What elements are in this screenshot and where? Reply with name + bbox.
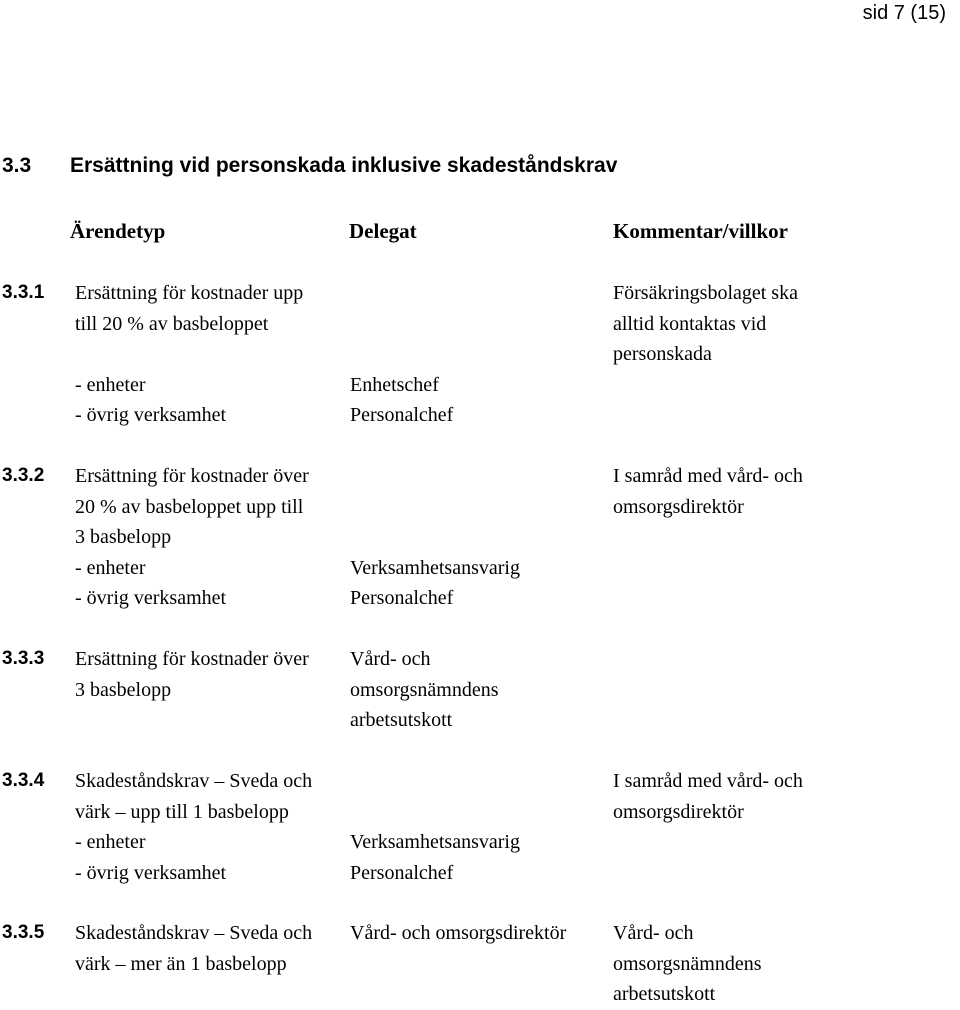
section-number: 3.3 xyxy=(2,154,32,177)
comment-line: arbetsutskott xyxy=(613,983,716,1005)
comment-line: omsorgsnämndens xyxy=(613,952,762,975)
delegate-line: Personalchef xyxy=(350,587,454,609)
case-type-line: Ersättning för kostnader över xyxy=(75,465,309,487)
delegate-line: omsorgsnämndens xyxy=(350,678,499,701)
comment-line: I samråd med vård- och xyxy=(613,465,803,487)
case-type-cell xyxy=(75,918,312,979)
comment-line: Vård- och xyxy=(613,922,694,944)
row-number: 3.3.1 xyxy=(2,282,45,303)
case-type-line: 3 basbelopp xyxy=(75,678,172,701)
delegate-line: Vård- och omsorgsdirektör xyxy=(350,922,567,944)
case-type-cell xyxy=(75,278,303,431)
delegate-line: Verksamhetsansvarig xyxy=(350,556,520,579)
case-type-line: till 20 % av basbeloppet xyxy=(75,312,269,335)
row-number: 3.3.4 xyxy=(2,770,45,791)
header-comment: Kommentar/villkor xyxy=(613,219,788,243)
header-type: Ärendetyp xyxy=(70,219,166,243)
comment-cell xyxy=(613,918,762,1010)
comment-line: alltid kontaktas vid xyxy=(613,312,767,335)
case-type-line: Ersättning för kostnader upp xyxy=(75,282,304,304)
case-type-cell xyxy=(75,766,312,888)
delegate-cell xyxy=(350,918,566,949)
delegate-line: Personalchef xyxy=(350,404,454,426)
case-type-line: - övrig verksamhet xyxy=(75,404,227,426)
delegate-line xyxy=(350,461,520,492)
comment-line: omsorgsdirektör xyxy=(613,800,744,823)
delegate-line xyxy=(350,797,520,828)
delegate-line: Personalchef xyxy=(350,861,454,884)
case-type-line: värk – mer än 1 basbelopp xyxy=(75,952,287,975)
delegate-line: Verksamhetsansvarig xyxy=(350,831,520,853)
case-type-cell xyxy=(75,644,309,705)
delegate-cell xyxy=(350,278,453,431)
case-type-line xyxy=(75,339,303,370)
delegate-cell xyxy=(350,644,499,736)
comment-cell xyxy=(613,278,798,370)
delegate-line: Enhetschef xyxy=(350,373,439,396)
delegate-line: Vård- och xyxy=(350,648,431,670)
delegate-line xyxy=(350,492,520,523)
case-type-line: 20 % av basbeloppet upp till xyxy=(75,495,304,518)
case-type-line: värk – upp till 1 basbelopp xyxy=(75,800,289,823)
row-number: 3.3.2 xyxy=(2,465,45,486)
comment-line: I samråd med vård- och xyxy=(613,770,803,792)
row-number: 3.3.3 xyxy=(2,648,45,669)
comment-line: personskada xyxy=(613,343,712,365)
delegate-line xyxy=(350,278,453,309)
delegate-cell xyxy=(350,766,520,888)
case-type-cell xyxy=(75,461,309,614)
delegate-line xyxy=(350,522,520,553)
page-number: sid 7 (15) xyxy=(862,2,946,24)
case-type-line: - enheter xyxy=(75,831,146,853)
comment-line: omsorgsdirektör xyxy=(613,495,744,518)
header-delegate: Delegat xyxy=(349,219,417,243)
section-title-text: Ersättning vid personskada inklusive skadeståndskrav xyxy=(70,154,618,177)
case-type-line: Ersättning för kostnader över xyxy=(75,648,309,670)
delegate-line xyxy=(350,766,520,797)
comment-cell xyxy=(613,766,803,827)
delegate-cell xyxy=(350,461,520,614)
case-type-line: - enheter xyxy=(75,556,146,579)
section-title xyxy=(2,154,617,178)
row-number: 3.3.5 xyxy=(2,922,45,943)
case-type-line: - övrig verksamhet xyxy=(75,861,227,884)
delegate-line xyxy=(350,309,453,340)
delegate-line: arbetsutskott xyxy=(350,709,453,731)
comment-line: Försäkringsbolaget ska xyxy=(613,282,798,304)
delegate-line xyxy=(350,339,453,370)
case-type-line: - enheter xyxy=(75,373,146,396)
comment-cell xyxy=(613,461,803,522)
case-type-line: Skadeståndskrav – Sveda och xyxy=(75,922,313,944)
case-type-line: 3 basbelopp xyxy=(75,526,172,548)
case-type-line: Skadeståndskrav – Sveda och xyxy=(75,770,313,792)
case-type-line: - övrig verksamhet xyxy=(75,587,227,609)
